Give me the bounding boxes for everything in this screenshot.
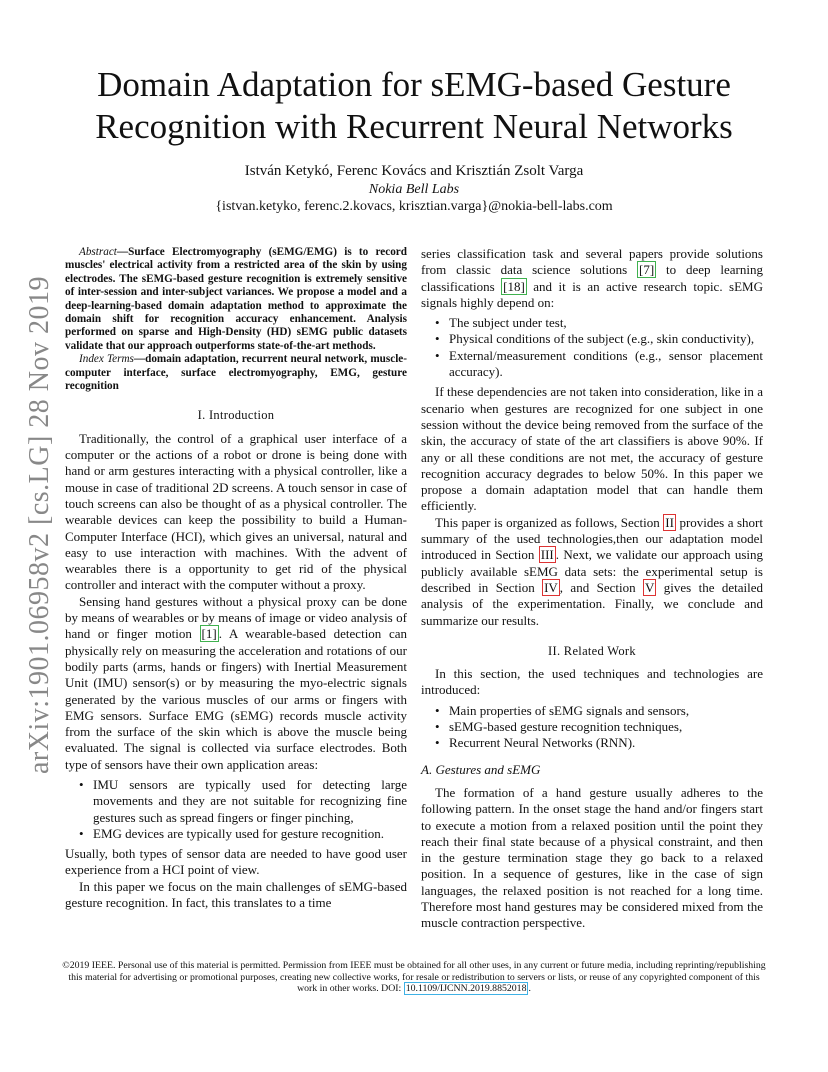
right-paragraph-1: [421, 246, 763, 311]
section-ref-link[interactable]: II: [665, 514, 674, 530]
abstract-label: Abstract: [79, 246, 117, 258]
title-line-2: Recognition with Recurrent Neural Networks: [95, 107, 733, 146]
right-paragraph-4: In this section, the used techniques and technologies are introduced:: [421, 666, 763, 698]
abstract-text: —Surface Electromyography (sEMG/EMG) is to record muscles' electrical activity from a restricted area of the skin by using electrodes. The sEMG-based gesture recognition is extremely sensitive of inter-session and inter-subject variances. We propose a model and a deep-learning-based domain adaptation method to approximate the domain shift for recognition accuracy enhancement. Analysis performed on sparse and High-Density (HD) sEMG public datasets validate that our approach outperforms state-of-the-art methods.: [65, 246, 407, 352]
section-ref-link[interactable]: IV: [544, 579, 558, 595]
intro-p2-end: . A wearable-based detection can physically rely on measuring the acceleration and rotations of our bodily parts (arms, hands or fingers) with Inertial Measurement Unit (IMU) sensor(s) or by measuring the myo-electric signals generated by the various muscles of our arms or fingers with EMG sensors. Surface EMG (sEMG) records muscle activity from the surface of the skin which is above the muscle being evaluated. The signal is collected via surface electrodes. Both type of sensors have their own application areas:: [65, 626, 407, 772]
intro-paragraph-1: Traditionally, the control of a graphical user interface of a computer or the actions of a robot or drone is being done with hand or arm gestures interacting with a physical controller, like a mouse in case of traditional 2D screens. A touch sensor in case of touch screens can also be thought of as a physical controller. The wearable devices can keep the possibility to build a Human-Computer Interface (HCI), which gives an universal, natural and easy to use interaction with machines. With the advent of wearables there is a opportunity to get rid of the physical controller and interact with the computer without a proxy.: [65, 430, 407, 593]
list-item: • Main properties of sEMG signals and sensors,: [449, 703, 763, 719]
citation-link[interactable]: [18]: [503, 278, 525, 294]
index-terms-label: Index Terms: [79, 353, 134, 366]
paper-title: [60, 64, 768, 148]
list-item: • EMG devices are typically used for gesture recognition.: [93, 826, 407, 842]
intro-p2-start: Sensing hand gestures without a physical proxy can be done by means of wearables or by means of image or video analysis of hand or finger motion: [65, 593, 407, 642]
citation-link[interactable]: [1]: [201, 626, 217, 642]
index-terms: [65, 353, 407, 393]
right-paragraph-3: [421, 515, 763, 629]
right-p1-b: to deep learning classifications: [421, 262, 763, 294]
list-item: • sEMG-based gesture recognition techniques,: [449, 719, 763, 735]
dependency-list: [421, 315, 763, 380]
intro-paragraph-2: [65, 594, 407, 773]
left-column: [65, 246, 407, 911]
citation-link[interactable]: [7]: [639, 262, 655, 278]
author-emails: {istvan.ketyko, ferenc.2.kovacs, krisztian.varga}@nokia-bell-labs.com: [215, 199, 613, 214]
right-p3-b: provides a short summary of the used technologies,then our adaptation model introduced in Section: [421, 514, 763, 563]
section-heading-introduction: I. Introduction: [197, 408, 275, 423]
right-paragraph-5: The formation of a hand gesture usually adheres to the following pattern. In the onset stage the hand and/or fingers start to execute a motion from a relaxed position until the point they reach their final state because of a physical constraint, and then in the gesture termination stage they go back to a relaxed position. In a sequence of gestures, like in the case of sign languages, the relaxed position is not reached for a long time. Therefore most hand gestures may be considered mixed from the muscle contraction perspective.: [421, 784, 763, 931]
section-heading-related-work: II. Related Work: [548, 643, 636, 658]
right-p1-a: series classification task and several papers provide solutions from classic data science solutions: [421, 246, 763, 278]
abstract: [65, 246, 407, 353]
title-line-1: Domain Adaptation for sEMG-based Gesture: [97, 65, 731, 104]
sensor-list: [65, 777, 407, 842]
doi-link[interactable]: 10.1109/IJCNN.2019.8852018: [405, 983, 527, 995]
list-item: • IMU sensors are typically used for detecting large movements and they are not suitable for recognizing fine gestures such as spread fingers or finger pinching,: [93, 777, 407, 826]
subsection-heading: A. Gestures and sEMG: [421, 761, 541, 777]
authors: István Ketykó, Ferenc Kovács and Krisztián Zsolt Varga: [244, 163, 584, 179]
affiliation: Nokia Bell Labs: [368, 182, 460, 197]
right-p3-a: This paper is organized as follows, Section: [435, 514, 664, 530]
section-ref-link[interactable]: V: [644, 579, 655, 595]
right-column: [421, 246, 763, 932]
list-item: • External/measurement conditions (e.g., sensor placement accuracy).: [449, 348, 763, 381]
topics-list: [421, 703, 763, 752]
list-item: • Recurrent Neural Networks (RNN).: [449, 735, 763, 751]
intro-paragraph-4: In this paper we focus on the main challenges of sEMG-based gesture recognition. In fact, this translates to a time: [65, 878, 407, 911]
copyright-footer: [60, 960, 768, 995]
list-item: • Physical conditions of the subject (e.g., skin conductivity),: [449, 331, 763, 347]
right-p3-d: , and Section: [559, 579, 643, 595]
footer-text: ©2019 IEEE. Personal use of this material is permitted. Permission from IEEE must be obtained for all other uses, in any current or future media, including reprinting/republishing this material for advertising or promotional purposes, creating new collective works, for resale or redistribution to servers or lists, or reuse of any copyrighted component of this work in other works. DOI:: [62, 960, 766, 995]
list-item: • The subject under test,: [449, 315, 763, 331]
right-p1-c: and it is an active research topic. sEMG signals highly depend on:: [421, 278, 763, 310]
right-paragraph-2: If these dependencies are not taken into consideration, like in a scenario when gestures are recognized for one subject in one session without the device being removed from the surface of the skin, the accuracy of state of the art classifiers is above 90%. If any or all these conditions are not met, the accuracy of gesture recognition accuracy degrades to below 50%. In this paper we propose a domain adaptation model that can handle them efficiently.: [421, 384, 763, 514]
right-p3-e: gives the detailed analysis of the experimentation. Finally, we conclude and summarize our results.: [421, 579, 764, 628]
index-terms-text: —domain adaptation, recurrent neural network, muscle-computer interface, surface electromyography, EMG, gesture recognition: [65, 353, 407, 393]
footer-end: .: [528, 983, 531, 995]
right-p3-c: . Next, we validate our approach using publicly available sEMG data sets: the experimental setup is described in Section: [421, 547, 763, 595]
section-ref-link[interactable]: III: [540, 547, 554, 563]
intro-paragraph-3: Usually, both types of sensor data are needed to have good user experience from a HCI point of view.: [65, 846, 407, 878]
arxiv-identifier: arXiv:1901.06958v2 [cs.LG] 28 Nov 2019: [24, 275, 55, 775]
